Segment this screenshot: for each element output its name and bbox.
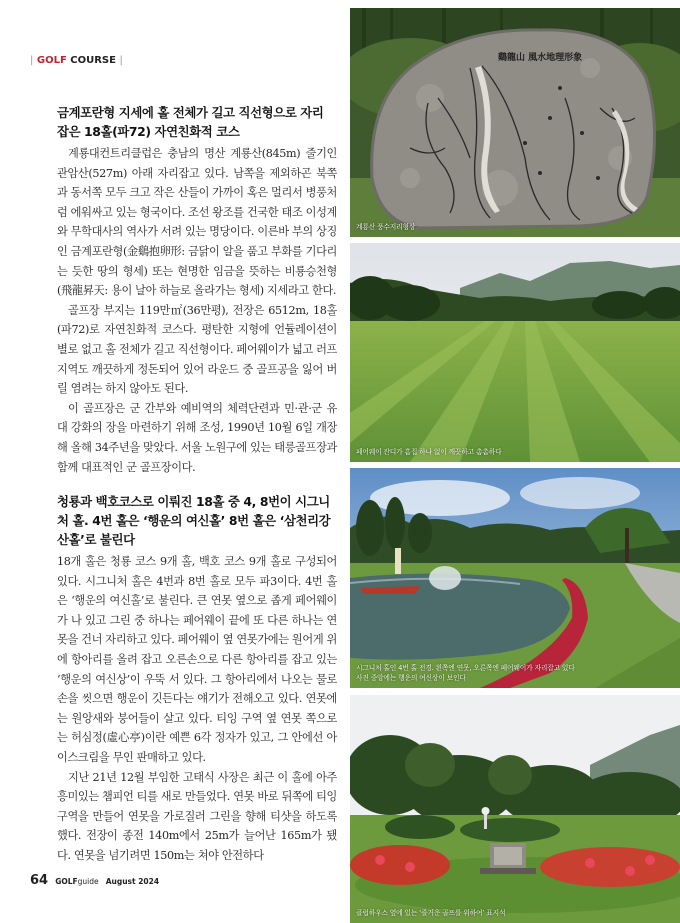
stone-inscription: 鷄龍山 風水地理形象 [498, 53, 583, 63]
photo-pond-caption-line2: 사진 중앙에는 행운의 여신상이 보인다 [356, 674, 466, 682]
page-number: 64 [30, 873, 49, 888]
photo-stone [350, 8, 680, 237]
photo-stone-caption: 계룡산 풍수지리형상 [356, 223, 416, 231]
paragraph-3: 이 골프장은 군 간부와 예비역의 체력단련과 민·관·군 유대 강화의 장을 마련하기 위해 조성, 1990년 10월 6일 개장해 올해 34주년을 맞았다. 서울 노원구에 있는 태릉골프장과 함께 대표적인 군 골프장이다. [57, 401, 337, 474]
paragraph-4: 18개 홀은 청룡 코스 9개 홀, 백호 코스 9개 홀로 구성되어 있다. 시그니처 홀은 4번과 8번 홀로 모두 파3이다. 4번 홀은 ‘행운의 여신홀’로 불린다. 큰 연못 옆으로 좁게 페어웨이가 나 있고 그린 중 하나는 페어웨이 끝에 또 다른 하나는 연못을 건너 자리하고 있다. 페어웨이 옆 연못가에는 원어게 위에 항아리를 올려 잡고 오른손으로 다른 항아리를 잡고 있는 ‘행운의 여신상’이 우뚝 서 있다. 그 항아리에서 나오는 물로 손을 씻으면 행운이 깃든다는 얘기가 전해오고 있다. 연못에는 원앙새와 붕어들이 살고 있다. 티잉 구역 옆 연못 쪽으로는 허심정(虛心亭)이란 예쁜 6각 정자가 있고, 그 안에선 아이스크림을 무인 판매하고 있다. [57, 555, 337, 764]
section-tag-bar-end: | [119, 55, 123, 66]
pond-image [350, 468, 680, 688]
photo-fairway-caption: 페어웨이 잔디가 흠집 하나 없이 깨끗하고 촘촘하다 [356, 448, 502, 456]
fairway-image [350, 243, 680, 462]
section-tag-bar: | [30, 55, 34, 66]
photo-pond-caption [356, 663, 575, 683]
photo-pond-caption-line1: 시그니처 홀인 4번 홀 전경. 왼쪽엔 연못, 오른쪽엔 페어웨이가 자리잡고 있다 [356, 664, 575, 672]
folio-date: August 2024 [105, 877, 160, 886]
article-block-2 [57, 492, 337, 866]
heading-2: 청룡과 백호코스로 이뤄진 18홀 중 4, 8번이 시그니처 홀. 4번 홀은 ‘행운의 여신홀’ 8번 홀은 ‘삼천리강산홀’로 불린다 [57, 494, 331, 547]
photo-fairway [350, 243, 680, 462]
stone-image [350, 8, 680, 237]
heading-1: 금계포란형 지세에 홀 전체가 길고 직선형으로 자리 잡은 18홀(파72) 자연친화적 코스 [57, 105, 324, 139]
paragraph-5: 지난 21년 12월 부임한 고태식 사장은 최근 이 홀에 아주 흥미있는 챔피언 티를 새로 만들었다. 연못 바로 뒤쪽에 티잉 구역을 만들어 연못을 가로질러 그린을 향해 티샷을 하도록 했다. 전장이 종전 140m에서 25m가 늘어난 165m가 됐다. 연못을 넘기려면 150m는 쳐야 안전하다 [57, 770, 337, 862]
photo-monument-caption: 클럽하우스 옆에 있는 ‘즐거운 골프를 위하여’ 표지석 [356, 909, 506, 917]
monument-image [350, 695, 680, 923]
photo-monument [350, 695, 680, 923]
article-block-1 [57, 103, 337, 477]
paragraph-2: 골프장 부지는 119만㎡(36만평), 전장은 6512m, 18홀(파72)로 자연친화적 코스다. 평탄한 지형에 언듈레이션이 별로 없고 홀 전체가 길고 직선형이다. 페어웨이가 넓고 러프 지역도 깨끗하게 정돈되어 있어 라운드 중 골프공을 잃어 버릴 염려는 하지 않아도 된다. [57, 303, 337, 396]
page-folio [30, 869, 159, 888]
section-tag [30, 55, 123, 66]
folio-guide: guide [77, 877, 99, 886]
folio-brand: GOLF [55, 877, 78, 886]
section-tag-golf: GOLF [36, 55, 67, 66]
section-tag-course: COURSE [70, 55, 116, 66]
paragraph-1: 계룡대컨트리클럽은 충남의 명산 계룡산(845m) 줄기인 관암산(527m) 아래 자리잡고 있다. 남쪽을 제외하곤 북쪽과 동서쪽 모두 크고 작은 산들이 가까이 혹은 멀리서 병풍처럼 에워싸고 있는 형국이다. 조선 왕조를 건국한 태조 이성계와 무학대사의 역사가 서려 있는 명당이다. 이른바 부의 상징인 금계포란형(金鷄抱卵形: 금닭이 알을 품고 부화를 기다리는 듯한 땅의 형세) 또는 현명한 임금을 뜻하는 비룡승천형(飛龍昇天: 용이 날아 하늘로 올라가는 형세) 지세라고 한다. [57, 147, 337, 298]
photo-pond [350, 468, 680, 688]
